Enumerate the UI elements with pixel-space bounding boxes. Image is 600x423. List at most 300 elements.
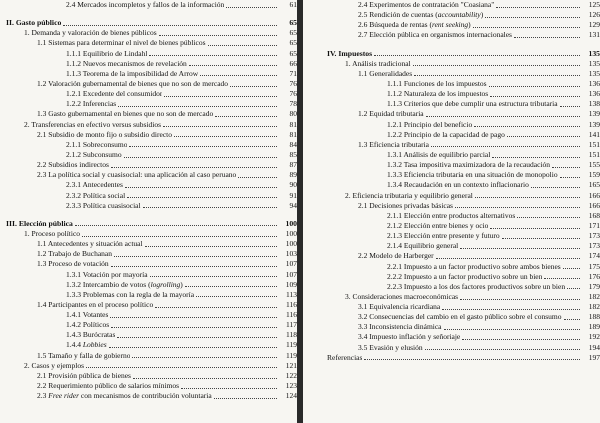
toc-entry[interactable] xyxy=(327,282,600,292)
toc-page-number: 89 xyxy=(289,170,297,180)
toc-entry-title: 1.1.3 Teorema de la imposibilidad de Arrow xyxy=(66,68,199,78)
toc-entry[interactable] xyxy=(327,59,600,69)
toc-page-number: 174 xyxy=(588,251,600,261)
toc-entry[interactable] xyxy=(327,160,600,170)
toc-page-number: 139 xyxy=(588,119,600,129)
toc-leader-dots xyxy=(149,55,277,56)
toc-page-number: 116 xyxy=(286,310,297,320)
toc-page-number: 81 xyxy=(289,119,297,129)
toc-entry[interactable] xyxy=(327,69,600,79)
toc-entry-title: 2.1.2 Subconsumo xyxy=(66,149,122,159)
toc-entry-title: 2.2.3 Impuesto a los dos factores productivos sobre un bien xyxy=(387,281,566,291)
toc-leader-dots xyxy=(111,167,277,168)
toc-entry[interactable] xyxy=(6,160,297,170)
toc-entry[interactable] xyxy=(327,170,600,180)
toc-entry[interactable] xyxy=(327,180,600,190)
toc-entry-title: 2. Transferencias en efectivo versus subsidios xyxy=(24,119,162,129)
toc-page-number: 76 xyxy=(289,89,297,99)
toc-leader-dots xyxy=(490,228,580,229)
toc-page-number: 119 xyxy=(286,350,297,360)
toc-leader-dots xyxy=(364,359,580,360)
toc-leader-dots xyxy=(414,75,580,76)
toc-chapter-entry[interactable] xyxy=(6,219,297,229)
toc-page-number: 117 xyxy=(286,320,297,330)
toc-leader-dots xyxy=(117,337,277,338)
toc-entry-title: 2.4 Experimentos de contratación "Coasiana" xyxy=(358,0,495,9)
toc-entry-title-part: 2.3 xyxy=(37,391,49,401)
toc-page-number: 113 xyxy=(286,289,297,299)
toc-leader-dots xyxy=(189,65,277,66)
toc-entry-title: 1.4.1 Votantes xyxy=(66,310,109,320)
toc-entry-title: 2.2 Requerimiento público de salarios mínimos xyxy=(37,381,180,391)
toc-entry-title: 1.3.1 Votación por mayoría xyxy=(66,269,148,279)
toc-page-number: 100 xyxy=(285,218,297,228)
toc-entry[interactable] xyxy=(6,330,297,340)
toc-page-number: 65 xyxy=(289,48,297,58)
toc-entry[interactable] xyxy=(327,191,600,201)
toc-entry-title: 2.1.1 Elección entre productos alternativos xyxy=(387,210,516,220)
toc-entry[interactable] xyxy=(327,130,600,140)
toc-entry[interactable] xyxy=(327,201,600,211)
toc-entry[interactable] xyxy=(327,333,600,343)
toc-page-number: 173 xyxy=(588,241,600,251)
toc-entry-title: 1.4.2 Políticos xyxy=(66,320,110,330)
toc-leader-dots xyxy=(124,157,277,158)
toc-leader-dots xyxy=(455,207,580,208)
toc-entry[interactable] xyxy=(6,259,297,269)
toc-entry-title: IV. Impuestos xyxy=(327,48,373,58)
toc-leader-dots xyxy=(563,268,580,269)
toc-entry-title: 1.3.2 Tasa impositiva maximizadora de la recaudación xyxy=(387,160,551,170)
toc-entry-title: 1.1 Sistemas para determinar el nivel de bienes públicos xyxy=(37,38,206,48)
toc-entry-title: 1.4 Participantes en el proceso político xyxy=(37,299,154,309)
toc-page-number: 182 xyxy=(588,291,600,301)
toc-entry[interactable] xyxy=(327,140,600,150)
toc-chapter-entry[interactable] xyxy=(327,353,600,363)
toc-leader-dots xyxy=(129,146,277,147)
toc-entry-title-italic: accountability xyxy=(437,10,481,20)
toc-entry-title: 2.3.3 Política cuasisocial xyxy=(66,200,141,210)
toc-entry-title: 2.2 Modelo de Harberger xyxy=(358,251,434,261)
toc-page-number: 103 xyxy=(285,249,297,259)
toc-entry[interactable] xyxy=(327,0,600,10)
toc-leader-dots xyxy=(132,357,277,358)
toc-entry-title: Referencias xyxy=(327,352,363,362)
toc-spacer xyxy=(327,41,600,49)
toc-page-number: 116 xyxy=(286,299,297,309)
toc-leader-dots xyxy=(230,86,277,87)
toc-leader-dots xyxy=(567,288,580,289)
toc-entry[interactable] xyxy=(6,351,297,361)
toc-entry-title: 1. Demanda y valoración de bienes públicos xyxy=(24,28,157,38)
toc-page-number: 81 xyxy=(289,129,297,139)
toc-entry[interactable] xyxy=(327,10,600,20)
toc-entry[interactable] xyxy=(327,109,600,119)
toc-page-number: 159 xyxy=(588,170,600,180)
toc-entry[interactable] xyxy=(327,343,600,353)
toc-right xyxy=(327,0,600,363)
toc-leader-dots xyxy=(489,86,580,87)
toc-leader-dots xyxy=(150,276,277,277)
toc-leader-dots xyxy=(492,157,580,158)
toc-entry-title: 1.2.2 Principio de la capacidad de pago xyxy=(387,129,505,139)
toc-leader-dots xyxy=(560,177,580,178)
toc-entry[interactable] xyxy=(327,251,600,261)
toc-page-number: 65 xyxy=(289,38,297,48)
toc-entry-title: 2.1 Decisiones privadas básicas xyxy=(358,200,453,210)
toc-page-number: 100 xyxy=(285,228,297,238)
toc-chapter-entry[interactable] xyxy=(327,49,600,59)
toc-leader-dots xyxy=(185,286,277,287)
toc-page-number: 119 xyxy=(286,340,297,350)
toc-entry[interactable] xyxy=(6,191,297,201)
toc-entry-title: 3. Consideraciones macroeconómicas xyxy=(345,291,459,301)
toc-leader-dots xyxy=(174,136,277,137)
toc-page-number: 168 xyxy=(588,210,600,220)
toc-page-number: 136 xyxy=(588,78,600,88)
toc-entry-title-italic: logrolling xyxy=(150,279,181,289)
toc-entry-title: 1.2 Equidad tributaria xyxy=(358,109,424,119)
toc-leader-dots xyxy=(374,55,580,56)
toc-page-number: 94 xyxy=(289,200,297,210)
toc-entry[interactable] xyxy=(6,201,297,211)
toc-entry[interactable] xyxy=(6,69,297,79)
toc-entry-title: 2.3.2 Política social xyxy=(66,190,126,200)
toc-entry-title: 1.3 Proceso de votación xyxy=(37,259,109,269)
toc-entry[interactable] xyxy=(6,140,297,150)
toc-entry[interactable] xyxy=(327,99,600,109)
toc-entry[interactable] xyxy=(6,239,297,249)
toc-entry-title: 1.5 Tamaño y falla de gobierno xyxy=(37,350,131,360)
toc-leader-dots xyxy=(531,187,580,188)
toc-page-number: 173 xyxy=(588,231,600,241)
toc-entry-title: 1.1.3 Criterios que debe cumplir una estructura tributaria xyxy=(387,99,558,109)
toc-entry[interactable] xyxy=(6,280,297,290)
toc-entry-title: 1. Proceso político xyxy=(24,228,81,238)
toc-entry-title-italic: Lobbies xyxy=(82,340,107,350)
toc-leader-dots xyxy=(163,126,277,127)
toc-page-number: 166 xyxy=(588,200,600,210)
toc-entry[interactable] xyxy=(6,49,297,59)
toc-leader-dots xyxy=(196,296,277,297)
toc-page-number: 85 xyxy=(289,149,297,159)
toc-entry[interactable] xyxy=(6,320,297,330)
toc-page-number: 90 xyxy=(289,180,297,190)
toc-page-number: 175 xyxy=(588,261,600,271)
toc-entry-title: 2.2.2 Impuesto a un factor productivo sobre un bien xyxy=(387,271,543,281)
toc-page-number: 107 xyxy=(285,269,297,279)
toc-leader-dots xyxy=(474,126,580,127)
toc-entry-title: 2. Eficiencia tributaria y equilibrio general xyxy=(345,190,473,200)
toc-page-number: 61 xyxy=(289,0,297,9)
toc-leader-dots xyxy=(214,398,277,399)
toc-entry-title: 3.4 Impuesto inflación y señoriaje xyxy=(358,332,461,342)
toc-entry-title: 1.4.3 Burócratas xyxy=(66,330,116,340)
toc-entry-title: 1. Análisis tradicional xyxy=(345,58,411,68)
toc-leader-dots xyxy=(426,116,580,117)
toc-entry[interactable] xyxy=(6,391,297,401)
toc-entry-title: 2. Casos y ejemplos xyxy=(24,360,84,370)
toc-entry[interactable] xyxy=(6,361,297,371)
toc-page-number: 192 xyxy=(588,332,600,342)
toc-entry[interactable] xyxy=(6,109,297,119)
toc-leader-dots xyxy=(444,329,580,330)
toc-entry-title xyxy=(37,391,212,401)
toc-entry[interactable] xyxy=(6,150,297,160)
toc-leader-dots xyxy=(200,75,277,76)
toc-page-number: 122 xyxy=(285,370,297,380)
toc-entry[interactable] xyxy=(6,300,297,310)
toc-entry[interactable] xyxy=(6,38,297,48)
toc-page-number: 109 xyxy=(285,279,297,289)
toc-page-number: 179 xyxy=(588,281,600,291)
toc-entry-title: 1.1.2 Naturaleza de los impuestos xyxy=(387,89,489,99)
toc-entry-title: 3.2 Consecuencias del cambio en el gasto público sobre el consumo xyxy=(358,312,562,322)
toc-leader-dots xyxy=(552,167,580,168)
toc-entry-title: 1.1 Generalidades xyxy=(358,68,413,78)
toc-entry[interactable] xyxy=(6,381,297,391)
toc-entry[interactable] xyxy=(327,302,600,312)
toc-entry[interactable] xyxy=(6,249,297,259)
toc-entry-title: 1.2.1 Principio del beneficio xyxy=(387,119,473,129)
toc-entry-title xyxy=(358,20,471,30)
toc-entry-title: 1.3 Eficiencia tributaria xyxy=(358,139,430,149)
toc-leader-dots xyxy=(164,96,277,97)
toc-page-number: 121 xyxy=(285,360,297,370)
toc-leader-dots xyxy=(502,238,580,239)
toc-spacer xyxy=(6,211,297,219)
toc-page-number: 189 xyxy=(588,322,600,332)
toc-entry-title: 2.3.1 Antecedentes xyxy=(66,180,123,190)
toc-page-number: 165 xyxy=(588,180,600,190)
toc-entry[interactable] xyxy=(6,180,297,190)
toc-entry[interactable] xyxy=(327,120,600,130)
toc-page-number: 76 xyxy=(289,78,297,88)
toc-leader-dots xyxy=(460,299,580,300)
toc-entry[interactable] xyxy=(327,150,600,160)
toc-leader-dots xyxy=(75,225,277,226)
toc-leader-dots xyxy=(460,248,580,249)
toc-leader-dots xyxy=(111,327,277,328)
toc-leader-dots xyxy=(159,35,277,36)
toc-leader-dots xyxy=(114,256,277,257)
toc-entry[interactable] xyxy=(327,241,600,251)
toc-leader-dots xyxy=(208,45,278,46)
toc-leader-dots xyxy=(507,136,580,137)
toc-entry-title: 2.1 Provisión pública de bienes xyxy=(37,370,131,380)
toc-entry[interactable] xyxy=(6,59,297,69)
toc-entry[interactable] xyxy=(327,79,600,89)
toc-entry[interactable] xyxy=(6,130,297,140)
toc-leader-dots xyxy=(514,37,580,38)
toc-entry-title-italic: rent seeking xyxy=(431,20,469,30)
toc-chapter-entry[interactable] xyxy=(6,18,297,28)
toc-leader-dots xyxy=(125,187,277,188)
toc-entry-title: 2.1.3 Elección entre presente y futuro xyxy=(387,231,500,241)
toc-entry-title: 1.3.3 Eficiencia tributaria en una situación de monopolio xyxy=(387,170,558,180)
toc-entry-title: 2.1.2 Elección entre bienes y ocio xyxy=(387,220,489,230)
toc-page-number: 197 xyxy=(588,352,600,362)
toc-entry-title-part: 1.3.2 Intercambio de votos ( xyxy=(66,279,151,289)
toc-page-number: 65 xyxy=(289,28,297,38)
toc-page-number: 166 xyxy=(588,190,600,200)
toc-entry-title-part: 2.5 Rendición de cuentas ( xyxy=(358,10,438,20)
toc-leader-dots xyxy=(475,197,580,198)
toc-entry-title-italic: Free rider xyxy=(48,391,80,401)
toc-entry-title-part: con mecanismos de contribución voluntaria xyxy=(79,391,212,401)
toc-page-number: 155 xyxy=(588,160,600,170)
toc-leader-dots xyxy=(133,378,277,379)
toc-entry[interactable] xyxy=(6,170,297,180)
toc-leader-dots xyxy=(544,278,580,279)
toc-entry[interactable] xyxy=(327,262,600,272)
toc-leader-dots xyxy=(496,7,580,8)
toc-entry-title: 2.1 Subsidio de monto fijo o subsidio directo xyxy=(37,129,172,139)
toc-entry-title: 1.2 Trabajo de Buchanan xyxy=(37,249,112,259)
toc-page-number: 78 xyxy=(289,99,297,109)
toc-entry-title: 2.1.1 Sobreconsumo xyxy=(66,139,128,149)
toc-entry-title: III. Elección pública xyxy=(6,218,73,228)
toc-leader-dots xyxy=(215,116,277,117)
toc-entry-title: 3.1 Equivalencia ricardiana xyxy=(358,302,441,312)
toc-entry-title: II. Gasto público xyxy=(6,18,62,28)
toc-page-number: 182 xyxy=(588,302,600,312)
toc-entry-title: 2.1.4 Equilibrio general xyxy=(387,241,459,251)
toc-entry[interactable] xyxy=(327,30,600,40)
toc-leader-dots xyxy=(485,17,580,18)
toc-page-number: 65 xyxy=(289,18,297,28)
toc-entry[interactable] xyxy=(327,292,600,302)
toc-leader-dots xyxy=(226,7,277,8)
toc-leader-dots xyxy=(109,347,277,348)
right-page xyxy=(303,0,600,423)
toc-entry[interactable] xyxy=(327,272,600,282)
toc-entry-title: 2.2 Subsidios indirectos xyxy=(37,160,109,170)
left-page xyxy=(0,0,297,423)
toc-leader-dots xyxy=(431,146,580,147)
toc-page-number: 194 xyxy=(588,342,600,352)
toc-leader-dots xyxy=(560,106,580,107)
toc-entry[interactable] xyxy=(6,99,297,109)
toc-entry-title: 3.3 Inconsistencia dinámica xyxy=(358,322,442,332)
toc-entry[interactable] xyxy=(6,270,297,280)
toc-page-number: 135 xyxy=(588,58,600,68)
toc-entry[interactable] xyxy=(327,89,600,99)
toc-leader-dots xyxy=(63,25,277,26)
toc-page-number: 84 xyxy=(289,139,297,149)
toc-leader-dots xyxy=(462,339,580,340)
toc-entry[interactable] xyxy=(6,310,297,320)
toc-entry-title: 1.1.2 Nuevos mecanismos de revelación xyxy=(66,58,187,68)
toc-entry[interactable] xyxy=(327,211,600,221)
toc-entry[interactable] xyxy=(327,322,600,332)
toc-entry-title-part: ) xyxy=(468,20,471,30)
toc-leader-dots xyxy=(238,177,277,178)
toc-page-number: 136 xyxy=(588,89,600,99)
toc-leader-dots xyxy=(473,27,580,28)
toc-page-number: 151 xyxy=(588,139,600,149)
toc-entry-title: 1.1 Antecedentes y situación actual xyxy=(37,239,143,249)
toc-page-number: 135 xyxy=(588,48,600,58)
toc-entry-title: 2.4 Mercados incompletos y fallos de la información xyxy=(66,0,225,9)
toc-leader-dots xyxy=(127,197,277,198)
toc-page-number: 118 xyxy=(286,330,297,340)
toc-entry-title: 1.3.4 Recaudación en un contexto inflacionario xyxy=(387,180,529,190)
toc-entry[interactable] xyxy=(327,221,600,231)
toc-page-number: 91 xyxy=(289,190,297,200)
toc-page-number: 107 xyxy=(285,259,297,269)
toc-entry-title: 1.2.1 Excedente del consumidor xyxy=(66,89,163,99)
toc-leader-dots xyxy=(155,307,277,308)
toc-entry-title xyxy=(358,10,483,20)
toc-page-number: 151 xyxy=(588,149,600,159)
toc-leader-dots xyxy=(82,236,277,237)
toc-page-number: 131 xyxy=(588,30,600,40)
toc-page-number: 126 xyxy=(588,10,600,20)
toc-leader-dots xyxy=(490,96,580,97)
toc-page-number: 125 xyxy=(588,0,600,9)
toc-leader-dots xyxy=(118,106,277,107)
toc-leader-dots xyxy=(111,266,277,267)
toc-entry[interactable] xyxy=(327,312,600,322)
toc-entry-title: 2.7 Elección pública en organismos internacionales xyxy=(358,30,512,40)
toc-leader-dots xyxy=(181,388,277,389)
toc-page-number: 71 xyxy=(289,68,297,78)
toc-entry-title: 1.3.1 Análisis de equilibrio parcial xyxy=(387,149,491,159)
toc-page-number: 123 xyxy=(285,381,297,391)
toc-entry[interactable] xyxy=(6,79,297,89)
toc-entry[interactable] xyxy=(327,231,600,241)
toc-leader-dots xyxy=(110,317,277,318)
toc-entry[interactable] xyxy=(327,20,600,30)
toc-page-number: 171 xyxy=(588,220,600,230)
toc-page-number: 176 xyxy=(588,271,600,281)
toc-spacer xyxy=(6,10,297,18)
toc-page-number: 66 xyxy=(289,58,297,68)
toc-entry-title: 1.3 Gasto gubernamental en bienes que no son de mercado xyxy=(37,109,214,119)
toc-page-number: 141 xyxy=(588,129,600,139)
toc-page-number: 87 xyxy=(289,160,297,170)
toc-entry[interactable] xyxy=(6,89,297,99)
toc-entry-title: 3.5 Evasión y elusión xyxy=(358,342,423,352)
toc-page-number: 129 xyxy=(588,20,600,30)
toc-entry-title-part: ) xyxy=(180,279,183,289)
toc-entry-title-part: 2.6 Búsqueda de rentas ( xyxy=(358,20,432,30)
toc-entry-title-part: ) xyxy=(480,10,484,20)
toc-page-number: 138 xyxy=(588,99,600,109)
toc-leader-dots xyxy=(425,349,580,350)
toc-leader-dots xyxy=(517,217,580,218)
toc-page-number: 188 xyxy=(588,312,600,322)
toc-entry[interactable] xyxy=(6,120,297,130)
toc-entry-title: 2.2.1 Impuesto a un factor productivo sobre ambos bienes xyxy=(387,261,561,271)
toc-left xyxy=(6,0,297,401)
toc-entry[interactable] xyxy=(6,371,297,381)
toc-entry[interactable] xyxy=(6,229,297,239)
toc-entry[interactable] xyxy=(6,28,297,38)
toc-leader-dots xyxy=(436,258,580,259)
toc-entry-title xyxy=(66,280,183,290)
toc-entry-title: 1.1.1 Funciones de los impuestos xyxy=(387,78,487,88)
toc-entry[interactable] xyxy=(6,341,297,351)
toc-entry-title: 1.3.3 Problemas con la regla de la mayoría xyxy=(66,289,195,299)
toc-page-number: 80 xyxy=(289,109,297,119)
toc-leader-dots xyxy=(86,367,277,368)
toc-entry[interactable] xyxy=(6,0,297,10)
toc-page-number: 124 xyxy=(285,391,297,401)
toc-leader-dots xyxy=(143,207,277,208)
toc-entry[interactable] xyxy=(6,290,297,300)
